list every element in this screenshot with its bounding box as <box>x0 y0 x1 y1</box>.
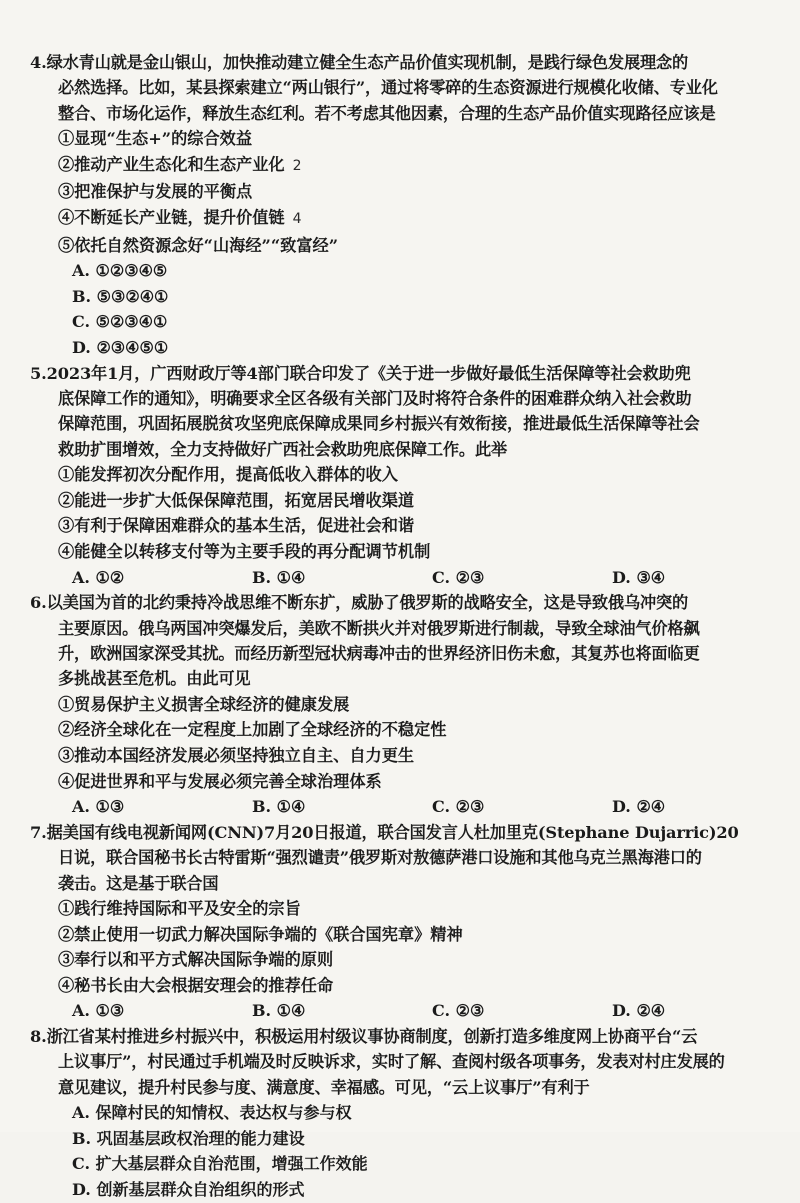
question-8-options <box>30 1100 764 1202</box>
option-a[interactable]: A. ①③ <box>72 1001 125 1021</box>
option-b[interactable]: B. ①④ <box>252 797 306 817</box>
question-5-options <box>30 565 764 591</box>
option-b[interactable]: B. ⑤③②④① <box>72 286 169 306</box>
question-6 <box>30 590 764 820</box>
option-b[interactable]: B. ①④ <box>252 567 306 587</box>
question-6-options <box>30 794 764 820</box>
question-4-statement-1: ①显现“生态+”的综合效益 <box>58 129 253 149</box>
question-7-stem-line-3: 袭击。这是基于联合国 <box>58 873 219 893</box>
question-4-statement-2: ②推动产业生态化和生态产业化 2 <box>58 154 302 174</box>
question-7-options <box>30 998 764 1024</box>
option-d[interactable]: D. ③④ <box>612 567 666 587</box>
question-4-options <box>30 258 764 360</box>
question-4-statement-3: ③把准保护与发展的平衡点 <box>58 182 253 202</box>
option-c[interactable]: C. ②③ <box>432 567 485 587</box>
question-6-stem-line-1: 6.以美国为首的北约秉持冷战思维不断东扩，威胁了俄罗斯的战略安全，这是导致俄乌冲突的 <box>30 593 689 613</box>
option-d[interactable]: D. ②④ <box>612 1001 666 1021</box>
question-5-stem-line-1: 5.2023年1月，广西财政厅等4部门联合印发了《关于进一步做好最低生活保障等社会救助兜 <box>30 363 691 383</box>
question-7-stem-line-1: 7.据美国有线电视新闻网(CNN)7月20日报道，联合国发言人杜加里克(Stephane Dujarric)20 <box>30 822 739 842</box>
option-c[interactable]: C. 扩大基层群众自治范围，增强工作效能 <box>72 1154 368 1174</box>
question-5-statement-1: ①能发挥初次分配作用，提高低收入群体的收入 <box>58 465 398 485</box>
option-a[interactable]: A. ①③ <box>72 797 125 817</box>
question-5-statement-4: ④能健全以转移支付等为主要手段的再分配调节机制 <box>58 541 431 561</box>
option-c[interactable]: C. ②③ <box>432 797 485 817</box>
question-6-stem-line-4: 多挑战甚至危机。由此可见 <box>58 669 251 689</box>
question-6-statement-1: ①贸易保护主义损害全球经济的健康发展 <box>58 694 350 714</box>
question-7-stem-line-2: 日说，联合国秘书长古特雷斯“强烈谴责”俄罗斯对敖德萨港口设施和其他乌克兰黑海港口的 <box>58 848 702 868</box>
question-6-statement-2: ②经济全球化在一定程度上加剧了全球经济的不稳定性 <box>58 720 447 740</box>
option-d[interactable]: D. 创新基层群众自治组织的形式 <box>72 1179 305 1199</box>
question-5-stem-line-4: 救助扩围增效，全力支持做好广西社会救助兜底保障工作。此举 <box>58 439 508 459</box>
question-6-stem-line-3: 升，欧洲国家深受其扰。而经历新型冠状病毒冲击的世界经济旧伤未愈，其复苏也将面临更 <box>58 643 700 663</box>
question-8 <box>30 1024 764 1203</box>
handwritten-mark: 4 <box>292 211 302 227</box>
question-7-statement-3: ③奉行以和平方式解决国际争端的原则 <box>58 950 334 970</box>
question-7-statement-1: ①践行维持国际和平及安全的宗旨 <box>58 898 301 918</box>
question-4-stem-line-3: 整合、市场化运作，释放生态红利。若不考虑其他因素，合理的生态产品价值实现路径应该是 <box>58 103 716 123</box>
question-6-stem-line-2: 主要原因。俄乌两国冲突爆发后，美欧不断拱火并对俄罗斯进行制裁，导致全球油气价格飙 <box>58 618 700 638</box>
question-5-statement-2: ②能进一步扩大低保保障范围，拓宽居民增收渠道 <box>58 490 415 510</box>
question-6-statement-4: ④促进世界和平与发展必须完善全球治理体系 <box>58 771 382 791</box>
question-8-stem-line-2: 上议事厅”，村民通过手机端及时反映诉求，实时了解、查阅村级各项事务，发表对村庄发展的 <box>58 1052 725 1072</box>
option-b[interactable]: B. ①④ <box>252 1001 306 1021</box>
question-7 <box>30 820 764 1024</box>
option-d[interactable]: D. ②④ <box>612 797 666 817</box>
question-5 <box>30 361 764 591</box>
question-8-stem-line-3: 意见建议，提升村民参与度、满意度、幸福感。可见，“云上议事厅”有利于 <box>58 1077 590 1097</box>
option-c[interactable]: C. ②③ <box>432 1001 485 1021</box>
question-4-statement-4: ④不断延长产业链，提升价值链 4 <box>58 208 302 227</box>
question-5-stem-line-2: 底保障工作的通知》，明确要求全区各级有关部门及时将符合条件的困难群众纳入社会救助 <box>58 388 692 408</box>
option-c[interactable]: C. ⑤②③④① <box>72 312 168 332</box>
option-a[interactable]: A. ①② <box>72 567 125 587</box>
question-4 <box>30 50 764 361</box>
question-5-stem-line-3: 保障范围，巩固拓展脱贫攻坚兜底保障成果同乡村振兴有效衔接，推进最低生活保障等社会 <box>58 414 700 434</box>
question-7-statement-4: ④秘书长由大会根据安理会的推荐任命 <box>58 975 334 995</box>
handwritten-mark: 2 <box>292 157 302 174</box>
question-4-statement-5: ⑤依托自然资源念好“山海经”“致富经” <box>58 235 339 255</box>
question-4-stem-line-2: 必然选择。比如，某县探索建立“两山银行”，通过将零碎的生态资源进行规模化收储、专业化 <box>58 78 718 98</box>
option-d[interactable]: D. ②③④⑤① <box>72 337 169 357</box>
option-a[interactable]: A. ①②③④⑤ <box>72 261 168 281</box>
question-4-stem-line-1: 4.绿水青山就是金山银山，加快推动建立健全生态产品价值实现机制，是践行绿色发展理念的 <box>30 53 689 72</box>
question-6-statement-3: ③推动本国经济发展必须坚持独立自主、自力更生 <box>58 745 415 765</box>
question-7-statement-2: ②禁止使用一切武力解决国际争端的《联合国宪章》精神 <box>58 924 463 944</box>
option-b[interactable]: B. 巩固基层政权治理的能力建设 <box>72 1128 305 1148</box>
question-5-statement-3: ③有利于保障困难群众的基本生活，促进社会和谐 <box>58 516 415 536</box>
option-a[interactable]: A. 保障村民的知情权、表达权与参与权 <box>72 1103 352 1123</box>
question-8-stem-line-1: 8.浙江省某村推进乡村振兴中，积极运用村级议事协商制度，创新打造多维度网上协商平台“云 <box>30 1026 698 1046</box>
